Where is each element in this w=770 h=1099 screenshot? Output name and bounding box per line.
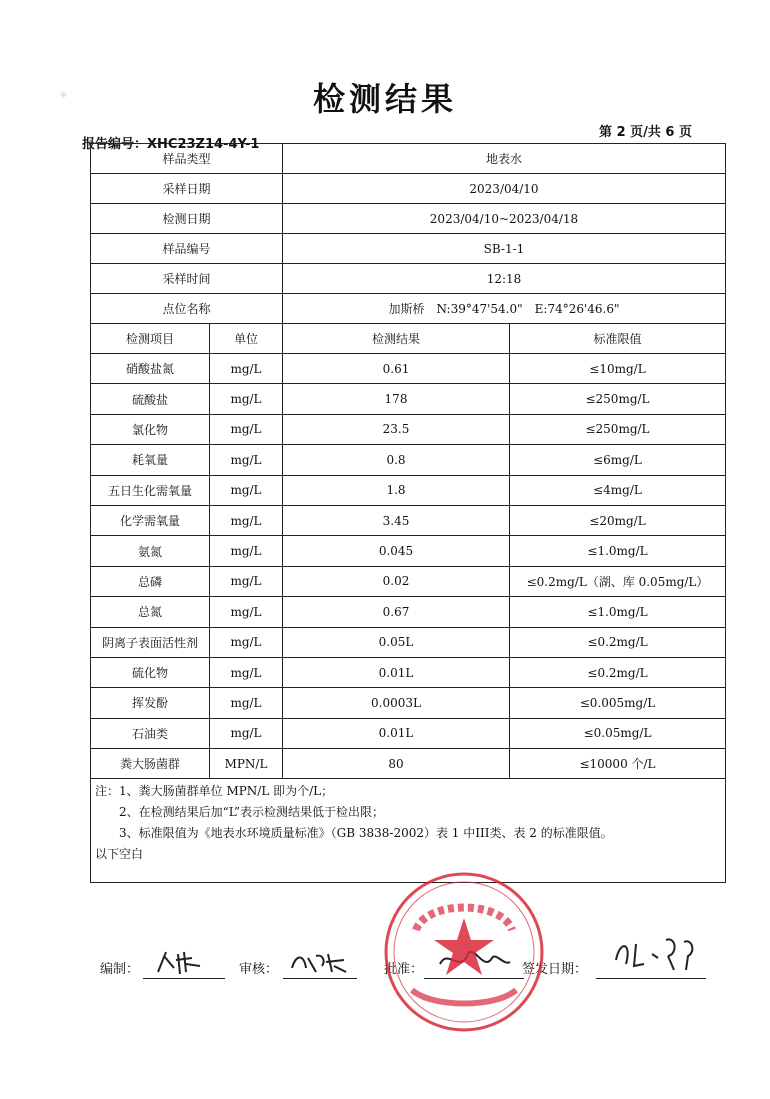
info-label: 采样时间 [91, 264, 283, 294]
info-row [91, 294, 726, 324]
info-label: 采样日期 [91, 174, 283, 204]
cell-unit: mg/L [210, 505, 283, 535]
cell-unit: mg/L [210, 475, 283, 505]
report-number: 报告编号：XHC23Z14-4Y-1 [82, 137, 260, 152]
cell-item: 挥发酚 [91, 688, 210, 718]
cell-unit: mg/L [210, 657, 283, 687]
table-row [91, 688, 726, 718]
cell-limit: ≤0.05mg/L [510, 718, 726, 748]
cell-unit: mg/L [210, 566, 283, 596]
cell-unit: mg/L [210, 536, 283, 566]
info-row [91, 174, 726, 204]
column-header-row [91, 324, 726, 354]
table-row [91, 475, 726, 505]
cell-limit: ≤20mg/L [510, 505, 726, 535]
info-label: 检测日期 [91, 204, 283, 234]
results-table [90, 143, 726, 883]
notes-cell [91, 779, 726, 883]
compiled-signature [150, 946, 210, 978]
table-row [91, 657, 726, 687]
column-header: 单位 [210, 324, 283, 354]
page-title: 检测结果 [312, 80, 457, 118]
cell-item: 粪大肠菌群 [91, 749, 210, 779]
cell-limit: ≤1.0mg/L [510, 597, 726, 627]
info-value: 加斯桥 N:39°47'54.0" E:74°26'46.6" [283, 294, 726, 324]
cell-result: 0.02 [283, 566, 510, 596]
cell-item: 化学需氧量 [91, 505, 210, 535]
cell-unit: mg/L [210, 688, 283, 718]
table-row [91, 536, 726, 566]
official-stamp [382, 870, 546, 1034]
cell-result: 0.01L [283, 718, 510, 748]
cell-limit: ≤0.2mg/L [510, 627, 726, 657]
cell-unit: mg/L [210, 627, 283, 657]
approved-label: 批准： [384, 962, 424, 977]
info-label: 样品类型 [91, 144, 283, 174]
cell-limit: ≤0.2mg/L（湖、库 0.05mg/L） [510, 566, 726, 596]
cell-result: 80 [283, 749, 510, 779]
notes-row [91, 779, 726, 883]
cell-result: 0.05L [283, 627, 510, 657]
cell-item: 总氮 [91, 597, 210, 627]
table-row [91, 627, 726, 657]
note-line: 注：1、粪大肠菌群单位 MPN/L 即为个/L； [95, 784, 334, 799]
cell-unit: mg/L [210, 354, 283, 384]
column-header: 标准限值 [510, 324, 726, 354]
table-row [91, 749, 726, 779]
cell-limit: ≤1.0mg/L [510, 536, 726, 566]
note-line: 2、在检测结果后加“L”表示检测结果低于检出限； [95, 805, 384, 820]
cell-item: 五日生化需氧量 [91, 475, 210, 505]
reviewed-signature [286, 946, 350, 978]
info-label: 样品编号 [91, 234, 283, 264]
info-value: 2023/04/10 [283, 174, 726, 204]
cell-result: 0.0003L [283, 688, 510, 718]
cell-limit: ≤6mg/L [510, 445, 726, 475]
cell-item: 总磷 [91, 566, 210, 596]
reviewed-sign-line [283, 978, 357, 979]
cell-unit: mg/L [210, 597, 283, 627]
cell-unit: mg/L [210, 384, 283, 414]
cell-limit: ≤250mg/L [510, 384, 726, 414]
cell-limit: ≤4mg/L [510, 475, 726, 505]
column-header: 检测结果 [283, 324, 510, 354]
table-row [91, 566, 726, 596]
cell-result: 0.8 [283, 445, 510, 475]
compiled-label: 编制： [100, 962, 140, 977]
table-row [91, 718, 726, 748]
cell-item: 石油类 [91, 718, 210, 748]
issue-date-label: 签发日期： [522, 962, 588, 977]
table-row [91, 384, 726, 414]
info-row [91, 144, 726, 174]
cell-result: 1.8 [283, 475, 510, 505]
page-info: 第 2 页/共 6 页 [599, 125, 692, 140]
cell-item: 硝酸盐氮 [91, 354, 210, 384]
table-row [91, 354, 726, 384]
info-row [91, 234, 726, 264]
cell-item: 硫酸盐 [91, 384, 210, 414]
cell-result: 0.045 [283, 536, 510, 566]
cell-result: 0.61 [283, 354, 510, 384]
info-label: 点位名称 [91, 294, 283, 324]
table-row [91, 505, 726, 535]
table-row [91, 445, 726, 475]
watermark: ◆ [60, 90, 67, 100]
info-value: 12:18 [283, 264, 726, 294]
cell-result: 178 [283, 384, 510, 414]
reviewed-label: 审核： [239, 962, 279, 977]
info-value: 2023/04/10~2023/04/18 [283, 204, 726, 234]
info-value: 地表水 [283, 144, 726, 174]
cell-limit: ≤0.2mg/L [510, 657, 726, 687]
cell-unit: mg/L [210, 414, 283, 444]
table-row [91, 597, 726, 627]
info-value: SB-1-1 [283, 234, 726, 264]
cell-result: 3.45 [283, 505, 510, 535]
cell-item: 阴离子表面活性剂 [91, 627, 210, 657]
cell-limit: ≤250mg/L [510, 414, 726, 444]
issue-date-handwritten [610, 930, 700, 976]
cell-result: 0.01L [283, 657, 510, 687]
cell-result: 23.5 [283, 414, 510, 444]
cell-unit: MPN/L [210, 749, 283, 779]
cell-unit: mg/L [210, 445, 283, 475]
cell-item: 耗氧量 [91, 445, 210, 475]
column-header: 检测项目 [91, 324, 210, 354]
cell-unit: mg/L [210, 718, 283, 748]
table-row [91, 414, 726, 444]
cell-limit: ≤10mg/L [510, 354, 726, 384]
cell-item: 氨氮 [91, 536, 210, 566]
issue-date-line [596, 978, 706, 979]
cell-item: 硫化物 [91, 657, 210, 687]
cell-item: 氯化物 [91, 414, 210, 444]
info-row [91, 264, 726, 294]
cell-limit: ≤10000 个/L [510, 749, 726, 779]
note-line: 以下空白 [95, 847, 144, 862]
note-line: 3、标准限值为《地表水环境质量标准》（GB 3838-2002）表 1 中III类、表 2 的标准限值。 [95, 826, 613, 841]
cell-limit: ≤0.005mg/L [510, 688, 726, 718]
cell-result: 0.67 [283, 597, 510, 627]
compiled-sign-line [143, 978, 225, 979]
info-row [91, 204, 726, 234]
